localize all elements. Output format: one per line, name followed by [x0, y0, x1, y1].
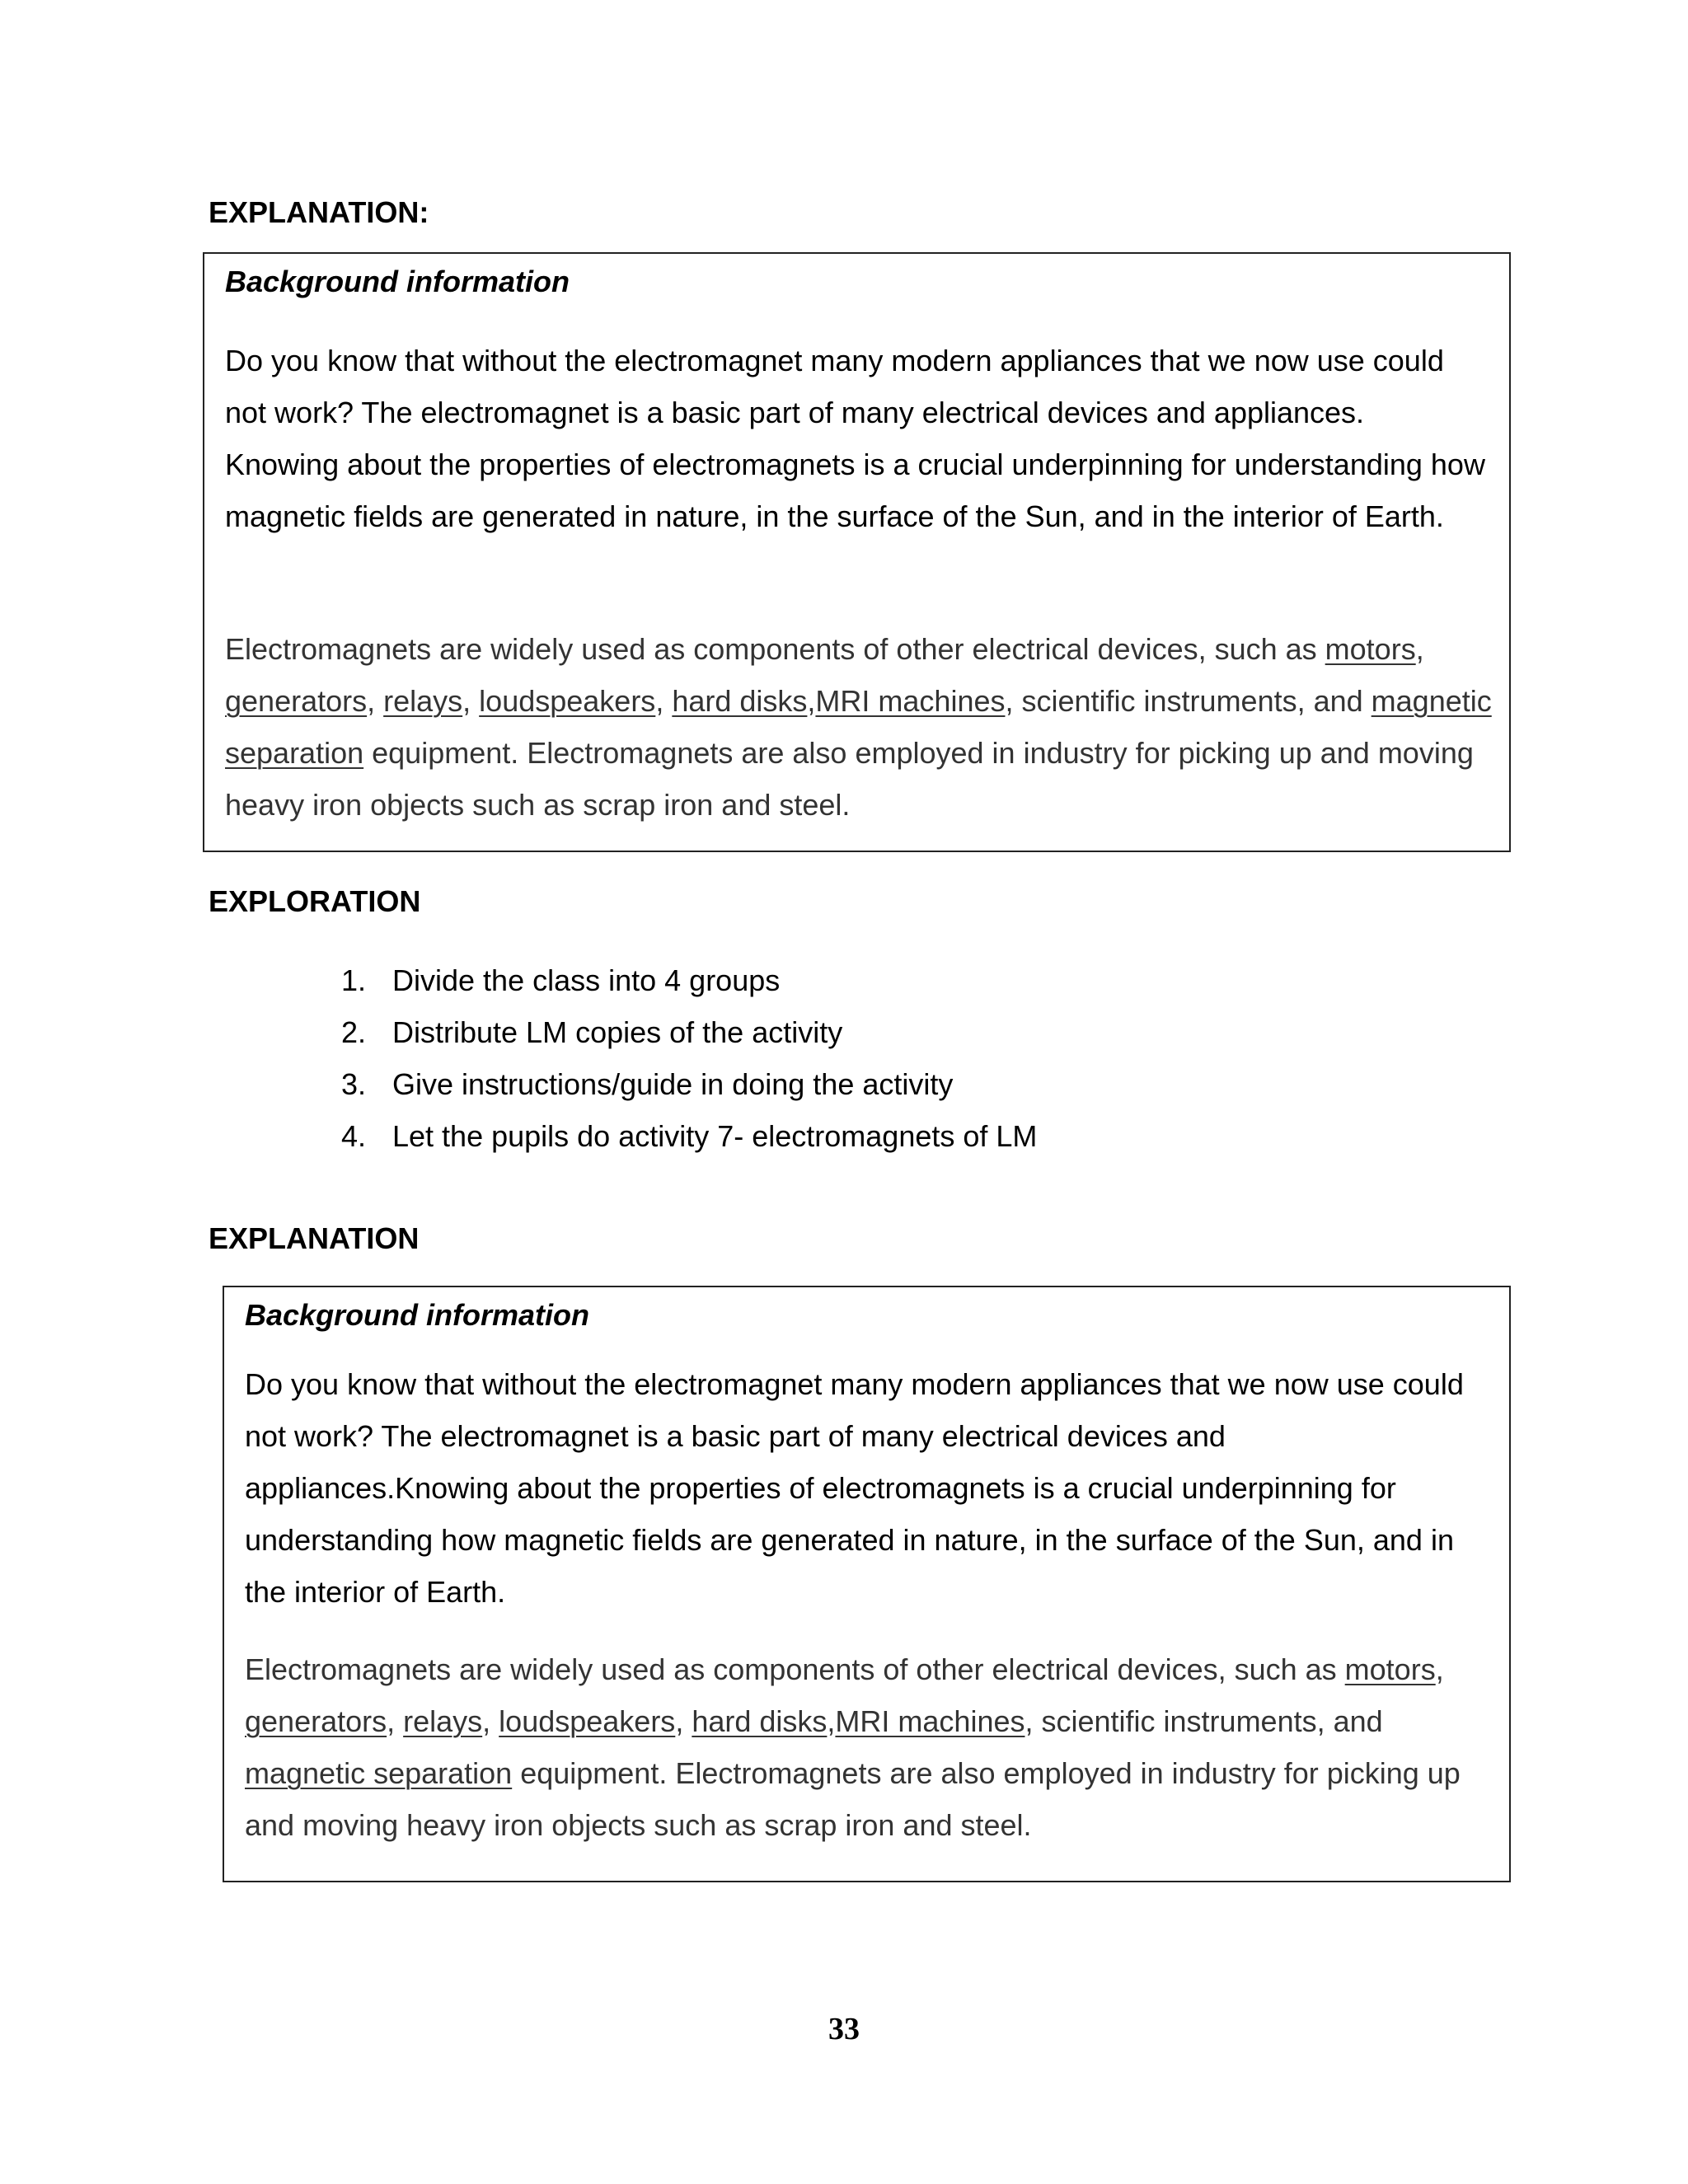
list-item: 2. Distribute LM copies of the activity [341, 1015, 843, 1049]
link-motors[interactable]: motors [1325, 632, 1416, 666]
list-item: 3. Give instructions/guide in doing the activity [341, 1067, 954, 1101]
background-paragraph: Do you know that without the electromagnet many modern appliances that we now use could not work? The electromagnet is a basic part of many electrical devices and appliances. Knowing about the properties of electromagnets is a crucial underpinning for understanding how magnetic fields are generated in nature, in the surface of the Sun, and in the interior of Earth. [225, 344, 1485, 533]
link-magnetic-separation[interactable]: magnetic separation [245, 1756, 513, 1790]
background-info-box [203, 252, 1511, 852]
link-hard-disks[interactable]: hard disks [672, 684, 808, 718]
box-title: Background information [245, 1298, 590, 1332]
link-loudspeakers[interactable]: loudspeakers [499, 1704, 676, 1738]
link-mri-machines[interactable]: MRI machines [835, 1704, 1025, 1738]
explanation-heading: EXPLANATION: [209, 195, 429, 229]
page-number: 33 [828, 2012, 860, 2046]
link-relays[interactable]: relays [403, 1704, 483, 1738]
link-generators[interactable]: generators [245, 1704, 387, 1738]
box-title: Background information [225, 265, 570, 298]
link-mri-machines[interactable]: MRI machines [815, 684, 1006, 718]
link-generators[interactable]: generators [225, 684, 368, 718]
background-info-box-2 [223, 1286, 1511, 1882]
link-motors[interactable]: motors [1344, 1652, 1436, 1686]
background-paragraph: Do you know that without the electromagnet many modern appliances that we now use could not work? The electromagnet is a basic part of many electrical devices and appliances.Knowing about the properties of electromagnets is a crucial underpinning for understanding how magnetic fields are generated in nature, in the surface of the Sun, and in the interior of Earth. [245, 1367, 1464, 1609]
link-loudspeakers[interactable]: loudspeakers [479, 684, 656, 718]
list-item: 4. Let the pupils do activity 7- electromagnets of LM [341, 1119, 1038, 1153]
list-item: 1. Divide the class into 4 groups [341, 963, 781, 997]
uses-paragraph: Electromagnets are widely used as components of other electrical devices, such as motors, generators, relays, loudspeakers, hard disks,MRI machines, scientific instruments, and magnetic separation equipment. Electromagnets are also employed in industry for picking up and moving heavy iron objects such as scrap iron and steel. [225, 632, 1492, 822]
steps-list [341, 954, 1330, 1162]
link-relays[interactable]: relays [383, 684, 463, 718]
uses-paragraph: Electromagnets are widely used as components of other electrical devices, such as motors, generators, relays, loudspeakers, hard disks,MRI machines, scientific instruments, and magnetic separation equipment. Electromagnets are also employed in industry for picking up and moving heavy iron objects such as scrap iron and steel. [245, 1652, 1461, 1842]
link-magnetic-separation[interactable]: magnetic separation [225, 684, 1492, 770]
link-hard-disks[interactable]: hard disks [692, 1704, 828, 1738]
exploration-heading: EXPLORATION [209, 884, 421, 918]
explanation-heading-2: EXPLANATION [209, 1221, 420, 1255]
